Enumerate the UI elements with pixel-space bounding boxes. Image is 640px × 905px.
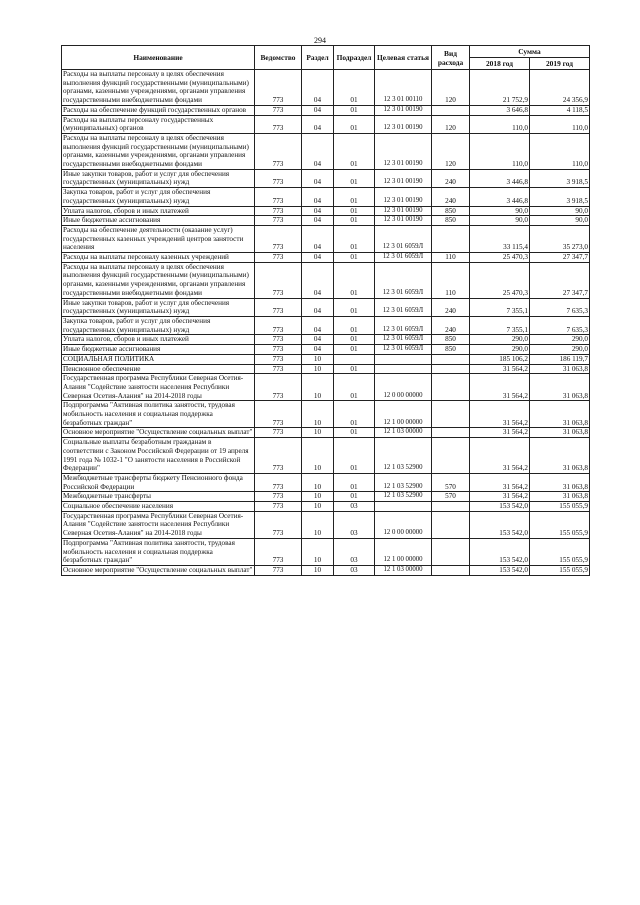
row-sum-2018: 31 564,2 <box>470 438 530 474</box>
row-sum-2019: 90,0 <box>530 216 590 226</box>
row-name: Межбюджетные трансферты <box>62 492 255 502</box>
row-target: 12 1 00 00000 <box>375 538 432 565</box>
row-target: 12 1 03 00000 <box>375 428 432 438</box>
row-sum-2019: 155 055,9 <box>530 565 590 575</box>
row-target: 12 3 01 00110 <box>375 70 432 106</box>
row-expense-type <box>432 538 470 565</box>
row-section: 10 <box>302 354 334 364</box>
row-target: 12 3 01 00190 <box>375 169 432 187</box>
row-name: Основное мероприятие "Осуществление социальных выплат" <box>62 428 255 438</box>
row-section: 04 <box>302 169 334 187</box>
row-target: 12 3 01 00190 <box>375 133 432 169</box>
row-sum-2019: 110,0 <box>530 133 590 169</box>
row-name: Пенсионное обеспечение <box>62 364 255 374</box>
row-name: Иные бюджетные ассигнования <box>62 216 255 226</box>
row-sum-2018: 31 564,2 <box>470 401 530 428</box>
row-dept: 773 <box>255 70 302 106</box>
row-dept: 773 <box>255 364 302 374</box>
table-row <box>62 401 590 428</box>
table-row <box>62 70 590 106</box>
row-target <box>375 502 432 512</box>
row-expense-type: 240 <box>432 298 470 316</box>
page-number: 294 <box>314 36 326 45</box>
row-section: 04 <box>302 335 334 345</box>
row-target <box>375 364 432 374</box>
row-name: Закупка товаров, работ и услуг для обеспечения государственных (муниципальных) нужд <box>62 188 255 206</box>
row-subsection: 03 <box>334 565 375 575</box>
table-row <box>62 374 590 401</box>
row-target: 12 3 01 6059Л <box>375 316 432 334</box>
table-row <box>62 216 590 226</box>
row-subsection: 01 <box>334 105 375 115</box>
row-section: 10 <box>302 492 334 502</box>
header-year-2019: 2019 год <box>530 58 590 70</box>
row-sum-2019: 27 347,7 <box>530 253 590 263</box>
row-dept: 773 <box>255 473 302 491</box>
row-target: 12 1 03 52900 <box>375 473 432 491</box>
row-sum-2019: 290,0 <box>530 335 590 345</box>
row-section: 04 <box>302 253 334 263</box>
row-sum-2018: 7 355,1 <box>470 316 530 334</box>
row-dept: 773 <box>255 438 302 474</box>
row-expense-type <box>432 565 470 575</box>
row-target: 12 3 01 6059Л <box>375 262 432 298</box>
table-row <box>62 262 590 298</box>
row-subsection: 01 <box>334 133 375 169</box>
row-name: Иные закупки товаров, работ и услуг для обеспечения государственных (муниципальных) нужд <box>62 169 255 187</box>
row-target: 12 3 01 6059Л <box>375 253 432 263</box>
row-subsection: 01 <box>334 316 375 334</box>
row-sum-2018: 31 564,2 <box>470 492 530 502</box>
row-name: Расходы на выплаты персоналу казенных учреждений <box>62 253 255 263</box>
row-target: 12 3 01 6059Л <box>375 345 432 355</box>
row-section: 04 <box>302 115 334 133</box>
header-year-2018: 2018 год <box>470 58 530 70</box>
row-subsection: 01 <box>334 262 375 298</box>
row-target: 12 3 01 6059Л <box>375 335 432 345</box>
row-name: Уплата налогов, сборов и иных платежей <box>62 335 255 345</box>
header-section: Раздел <box>302 46 334 70</box>
row-name: Социальные выплаты безработным гражданам в соответствии с Законом Российской Федерации от 19 апреля 1991 года № 1032-1 "О занятости населения в Российской Федерации" <box>62 438 255 474</box>
table-row <box>62 115 590 133</box>
row-sum-2019: 31 063,8 <box>530 364 590 374</box>
row-expense-type <box>432 511 470 538</box>
row-section: 10 <box>302 364 334 374</box>
row-sum-2019: 7 635,3 <box>530 298 590 316</box>
row-expense-type: 240 <box>432 188 470 206</box>
row-expense-type: 110 <box>432 253 470 263</box>
row-sum-2018: 90,0 <box>470 206 530 216</box>
row-target: 12 0 00 00000 <box>375 511 432 538</box>
row-expense-type: 240 <box>432 316 470 334</box>
table-row <box>62 565 590 575</box>
row-dept: 773 <box>255 115 302 133</box>
row-section: 04 <box>302 70 334 106</box>
row-section: 10 <box>302 511 334 538</box>
row-dept: 773 <box>255 374 302 401</box>
header-target: Целевая статья <box>375 46 432 70</box>
table-row <box>62 364 590 374</box>
row-subsection: 01 <box>334 216 375 226</box>
table-row <box>62 511 590 538</box>
row-target: 12 3 01 6059Л <box>375 298 432 316</box>
row-sum-2019: 110,0 <box>530 115 590 133</box>
row-expense-type <box>432 354 470 364</box>
row-dept: 773 <box>255 216 302 226</box>
row-sum-2018: 290,0 <box>470 335 530 345</box>
row-sum-2019: 31 063,8 <box>530 438 590 474</box>
row-target: 12 0 00 00000 <box>375 374 432 401</box>
row-dept: 773 <box>255 225 302 252</box>
row-subsection: 01 <box>334 438 375 474</box>
row-subsection: 01 <box>334 253 375 263</box>
row-subsection: 01 <box>334 492 375 502</box>
row-sum-2018: 31 564,2 <box>470 428 530 438</box>
header-dept: Ведомство <box>255 46 302 70</box>
row-sum-2018: 3 446,8 <box>470 188 530 206</box>
row-section: 04 <box>302 316 334 334</box>
row-subsection: 01 <box>334 115 375 133</box>
row-name: Закупка товаров, работ и услуг для обеспечения государственных (муниципальных) нужд <box>62 316 255 334</box>
row-dept: 773 <box>255 354 302 364</box>
row-name: Подпрограмма "Активная политика занятости, трудовая мобильность населения и социальная поддержка безработных граждан" <box>62 538 255 565</box>
row-dept: 773 <box>255 105 302 115</box>
row-section: 04 <box>302 188 334 206</box>
row-expense-type: 850 <box>432 216 470 226</box>
row-section: 10 <box>302 374 334 401</box>
table-row <box>62 354 590 364</box>
row-subsection: 01 <box>334 473 375 491</box>
row-subsection: 01 <box>334 335 375 345</box>
row-sum-2019: 155 055,9 <box>530 538 590 565</box>
row-sum-2018: 3 446,8 <box>470 169 530 187</box>
budget-table <box>61 45 590 576</box>
table-row <box>62 428 590 438</box>
header-subsection: Подраздел <box>334 46 375 70</box>
header-expense-type: Вид расхода <box>432 46 470 70</box>
row-dept: 773 <box>255 401 302 428</box>
row-section: 04 <box>302 345 334 355</box>
row-name: Социальное обеспечение населения <box>62 502 255 512</box>
row-sum-2018: 7 355,1 <box>470 298 530 316</box>
row-dept: 773 <box>255 316 302 334</box>
row-sum-2018: 31 564,2 <box>470 374 530 401</box>
row-name: Расходы на обеспечение функций государственных органов <box>62 105 255 115</box>
row-sum-2018: 21 752,9 <box>470 70 530 106</box>
row-sum-2019: 4 118,5 <box>530 105 590 115</box>
row-dept: 773 <box>255 206 302 216</box>
row-subsection: 03 <box>334 502 375 512</box>
table-row <box>62 492 590 502</box>
row-target: 12 3 01 00190 <box>375 105 432 115</box>
row-sum-2019: 31 063,8 <box>530 428 590 438</box>
row-subsection: 01 <box>334 428 375 438</box>
row-name: Основное мероприятие "Осуществление социальных выплат" <box>62 565 255 575</box>
row-sum-2019: 155 055,9 <box>530 511 590 538</box>
row-dept: 773 <box>255 538 302 565</box>
row-subsection: 01 <box>334 401 375 428</box>
table-row <box>62 133 590 169</box>
table-row <box>62 316 590 334</box>
row-name: Иные бюджетные ассигнования <box>62 345 255 355</box>
row-expense-type <box>432 225 470 252</box>
row-name: Расходы на выплаты персоналу государственных (муниципальных) органов <box>62 115 255 133</box>
row-section: 10 <box>302 538 334 565</box>
row-sum-2019: 290,0 <box>530 345 590 355</box>
table-row <box>62 473 590 491</box>
row-expense-type <box>432 364 470 374</box>
table-row <box>62 169 590 187</box>
row-expense-type: 120 <box>432 70 470 106</box>
row-sum-2018: 3 646,8 <box>470 105 530 115</box>
row-sum-2019: 155 055,9 <box>530 502 590 512</box>
row-name: Иные закупки товаров, работ и услуг для обеспечения государственных (муниципальных) нужд <box>62 298 255 316</box>
table-row <box>62 225 590 252</box>
row-section: 10 <box>302 428 334 438</box>
table-row <box>62 538 590 565</box>
row-dept: 773 <box>255 335 302 345</box>
row-expense-type: 120 <box>432 133 470 169</box>
table-row <box>62 253 590 263</box>
row-sum-2018: 33 115,4 <box>470 225 530 252</box>
row-sum-2018: 153 542,0 <box>470 502 530 512</box>
row-section: 10 <box>302 473 334 491</box>
row-section: 10 <box>302 565 334 575</box>
row-subsection: 01 <box>334 169 375 187</box>
row-expense-type <box>432 428 470 438</box>
row-section: 10 <box>302 401 334 428</box>
header-name: Наименование <box>62 46 255 70</box>
row-dept: 773 <box>255 298 302 316</box>
row-sum-2019: 31 063,8 <box>530 374 590 401</box>
row-subsection: 03 <box>334 538 375 565</box>
row-section: 04 <box>302 105 334 115</box>
row-sum-2018: 90,0 <box>470 216 530 226</box>
row-name: Государственная программа Республики Северная Осетия-Алания "Содействие занятости населения Республики Северная Осетия-Алания" на 2014-2018 годы <box>62 374 255 401</box>
row-target: 12 1 03 52900 <box>375 492 432 502</box>
row-expense-type <box>432 438 470 474</box>
table-row <box>62 335 590 345</box>
row-expense-type: 110 <box>432 262 470 298</box>
row-subsection: 01 <box>334 364 375 374</box>
row-expense-type <box>432 105 470 115</box>
row-section: 04 <box>302 216 334 226</box>
row-subsection: 01 <box>334 225 375 252</box>
row-sum-2019: 35 273,0 <box>530 225 590 252</box>
row-expense-type <box>432 502 470 512</box>
row-sum-2018: 153 542,0 <box>470 511 530 538</box>
row-dept: 773 <box>255 253 302 263</box>
row-name: Подпрограмма "Активная политика занятости, трудовая мобильность населения и социальная поддержка безработных граждан" <box>62 401 255 428</box>
row-sum-2019: 186 119,7 <box>530 354 590 364</box>
row-sum-2019: 31 063,8 <box>530 492 590 502</box>
row-sum-2019: 7 635,3 <box>530 316 590 334</box>
header-sum: Сумма <box>470 46 590 58</box>
row-sum-2019: 31 063,8 <box>530 473 590 491</box>
row-sum-2019: 3 918,5 <box>530 169 590 187</box>
row-target: 12 3 01 00190 <box>375 188 432 206</box>
row-subsection: 01 <box>334 345 375 355</box>
row-expense-type: 570 <box>432 492 470 502</box>
row-subsection: 01 <box>334 298 375 316</box>
row-subsection: 01 <box>334 70 375 106</box>
row-dept: 773 <box>255 428 302 438</box>
row-subsection: 01 <box>334 206 375 216</box>
row-subsection: 03 <box>334 511 375 538</box>
row-sum-2018: 185 106,2 <box>470 354 530 364</box>
row-sum-2018: 110,0 <box>470 115 530 133</box>
row-sum-2018: 31 564,2 <box>470 473 530 491</box>
table-row <box>62 188 590 206</box>
row-section: 10 <box>302 502 334 512</box>
row-name: СОЦИАЛЬНАЯ ПОЛИТИКА <box>62 354 255 364</box>
row-sum-2018: 25 470,3 <box>470 253 530 263</box>
row-target: 12 1 03 00000 <box>375 565 432 575</box>
row-name: Уплата налогов, сборов и иных платежей <box>62 206 255 216</box>
row-subsection <box>334 354 375 364</box>
row-name: Расходы на обеспечение деятельности (оказание услуг) государственных казенных учреждений центров занятости населения <box>62 225 255 252</box>
row-name: Расходы на выплаты персоналу в целях обеспечения выполнения функций государственными (муниципальными) органами, казенными учреждениями, органами управления государственными внебюджетными фондами <box>62 70 255 106</box>
row-section: 04 <box>302 298 334 316</box>
row-section: 04 <box>302 133 334 169</box>
table-row <box>62 298 590 316</box>
row-dept: 773 <box>255 133 302 169</box>
row-subsection: 01 <box>334 374 375 401</box>
row-dept: 773 <box>255 511 302 538</box>
row-target: 12 1 00 00000 <box>375 401 432 428</box>
row-dept: 773 <box>255 345 302 355</box>
row-expense-type: 570 <box>432 473 470 491</box>
row-target: 12 3 01 00190 <box>375 216 432 226</box>
row-sum-2019: 27 347,7 <box>530 262 590 298</box>
row-section: 04 <box>302 262 334 298</box>
row-sum-2019: 24 356,9 <box>530 70 590 106</box>
row-expense-type: 850 <box>432 345 470 355</box>
row-name: Расходы на выплаты персоналу в целях обеспечения выполнения функций государственными (муниципальными) органами, казенными учреждениями, органами управления государственными внебюджетными фондами <box>62 262 255 298</box>
row-sum-2018: 153 542,0 <box>470 565 530 575</box>
table-row <box>62 502 590 512</box>
row-expense-type <box>432 401 470 428</box>
row-sum-2018: 290,0 <box>470 345 530 355</box>
row-name: Межбюджетные трансферты бюджету Пенсионного фонда Российской Федерации <box>62 473 255 491</box>
row-expense-type: 850 <box>432 206 470 216</box>
row-section: 04 <box>302 225 334 252</box>
row-target: 12 3 01 00190 <box>375 206 432 216</box>
row-target: 12 3 01 00190 <box>375 115 432 133</box>
row-subsection: 01 <box>334 188 375 206</box>
row-sum-2018: 31 564,2 <box>470 364 530 374</box>
row-section: 04 <box>302 206 334 216</box>
row-sum-2019: 90,0 <box>530 206 590 216</box>
row-sum-2018: 153 542,0 <box>470 538 530 565</box>
row-expense-type: 850 <box>432 335 470 345</box>
row-dept: 773 <box>255 188 302 206</box>
row-sum-2018: 25 470,3 <box>470 262 530 298</box>
row-dept: 773 <box>255 262 302 298</box>
row-dept: 773 <box>255 565 302 575</box>
row-expense-type <box>432 374 470 401</box>
row-dept: 773 <box>255 492 302 502</box>
row-dept: 773 <box>255 169 302 187</box>
table-row <box>62 438 590 474</box>
row-name: Расходы на выплаты персоналу в целях обеспечения выполнения функций государственными (муниципальными) органами, казенными учреждениями, органами управления государственными внебюджетными фондами <box>62 133 255 169</box>
row-name: Государственная программа Республики Северная Осетия-Алания "Содействие занятости населения Республики Северная Осетия-Алания" на 2014-2018 годы <box>62 511 255 538</box>
row-target <box>375 354 432 364</box>
table-row <box>62 345 590 355</box>
row-expense-type: 240 <box>432 169 470 187</box>
row-target: 12 3 01 6059Л <box>375 225 432 252</box>
row-sum-2019: 3 918,5 <box>530 188 590 206</box>
row-section: 10 <box>302 438 334 474</box>
row-target: 12 1 03 52900 <box>375 438 432 474</box>
row-sum-2019: 31 063,8 <box>530 401 590 428</box>
row-expense-type: 120 <box>432 115 470 133</box>
table-row <box>62 206 590 216</box>
row-dept: 773 <box>255 502 302 512</box>
row-sum-2018: 110,0 <box>470 133 530 169</box>
table-row <box>62 105 590 115</box>
